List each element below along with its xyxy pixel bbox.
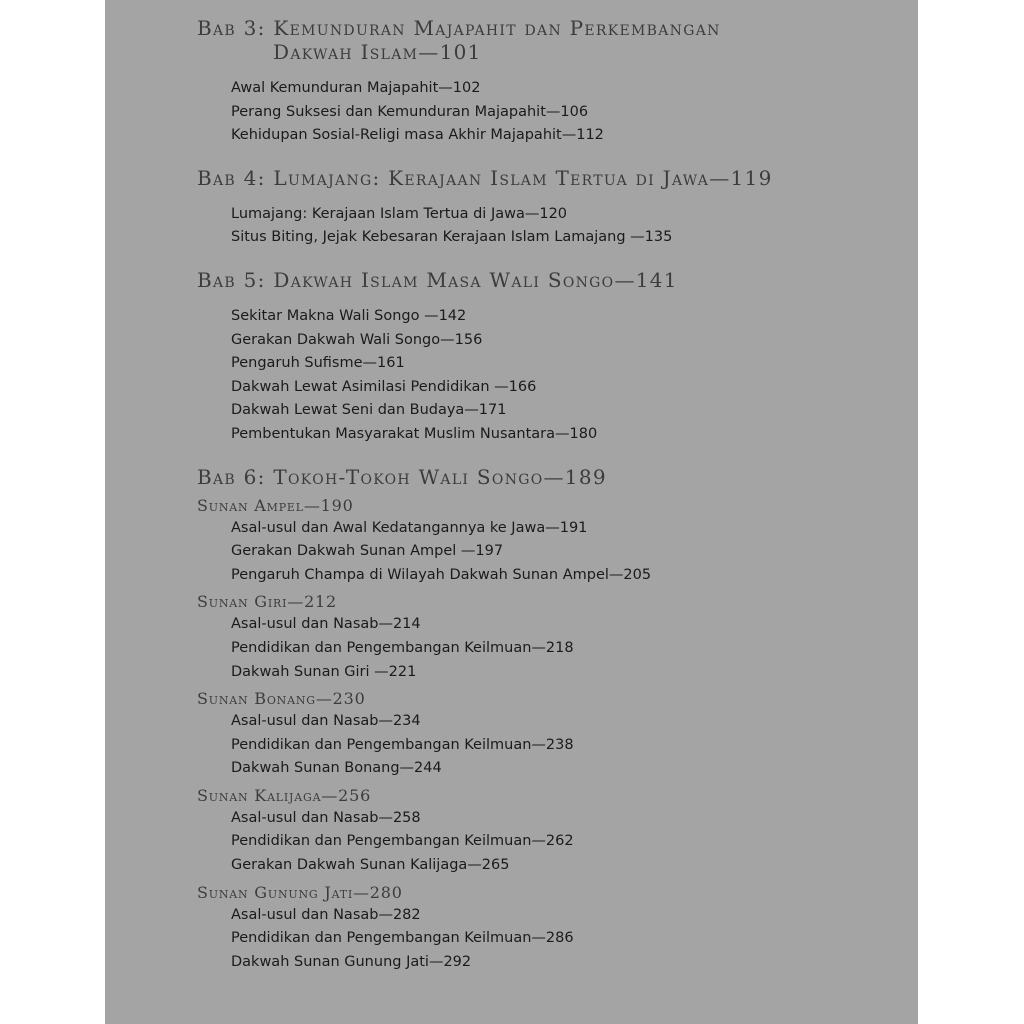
toc-entry: Pendidikan dan Pengembangan Keilmuan—238 xyxy=(231,736,574,753)
section-title: Sunan Kalijaga—256 xyxy=(197,785,372,805)
section-title: Sunan Ampel—190 xyxy=(197,495,354,515)
toc-entry: Asal-usul dan Awal Kedatangannya ke Jawa—191 xyxy=(231,519,588,536)
toc-entry: Awal Kemunduran Majapahit—102 xyxy=(231,80,481,96)
toc-entry: Lumajang: Kerajaan Islam Tertua di Jawa—120 xyxy=(231,205,568,222)
toc-entry: Asal-usul dan Nasab—214 xyxy=(231,616,421,633)
toc-entry: Dakwah Lewat Asimilasi Pendidikan —166 xyxy=(231,378,537,395)
toc-entry: Pendidikan dan Pengembangan Keilmuan—262 xyxy=(231,833,574,850)
toc-entry: Dakwah Sunan Bonang—244 xyxy=(231,760,442,777)
chapter-4-label: Bab 4: xyxy=(197,165,266,190)
toc-entry: Pendidikan dan Pengembangan Keilmuan—286 xyxy=(231,930,574,947)
toc-entry: Sekitar Makna Wali Songo —142 xyxy=(231,307,467,324)
section-title: Sunan Bonang—230 xyxy=(197,689,366,709)
chapter-3-title-line-1: Kemunduran Majapahit dan Perkembangan xyxy=(273,16,721,40)
chapter-5-title-text: Dakwah Islam Masa Wali Songo—141 xyxy=(273,267,678,292)
chapter-4 xyxy=(197,166,897,250)
chapter-6-label: Bab 6: xyxy=(197,464,266,489)
chapter-5-items xyxy=(197,305,897,447)
toc-entry: Perang Suksesi dan Kemunduran Majapahit—106 xyxy=(231,103,589,120)
section-items xyxy=(197,710,897,781)
section-sunan-gunung-jati xyxy=(197,882,897,975)
toc-entry: Dakwah Lewat Seni dan Budaya—171 xyxy=(231,402,507,419)
toc-entry: Situs Biting, Jejak Kebesaran Kerajaan Islam Lamajang —135 xyxy=(231,229,673,246)
chapter-3-label: Bab 3: xyxy=(197,16,266,40)
chapter-6 xyxy=(197,465,897,975)
toc-entry: Gerakan Dakwah Sunan Ampel —197 xyxy=(231,543,504,560)
toc-entry: Dakwah Sunan Gunung Jati—292 xyxy=(231,953,472,970)
section-title: Sunan Giri—212 xyxy=(197,592,338,612)
chapter-5-title xyxy=(197,268,897,292)
toc-entry: Asal-usul dan Nasab—282 xyxy=(231,906,421,923)
toc-entry: Asal-usul dan Nasab—258 xyxy=(231,809,421,826)
section-sunan-ampel xyxy=(197,495,897,588)
chapter-5-label: Bab 5: xyxy=(197,267,266,292)
toc-entry: Kehidupan Sosial-Religi masa Akhir Majapahit—112 xyxy=(231,127,604,144)
toc-entry: Pendidikan dan Pengembangan Keilmuan—218 xyxy=(231,639,574,656)
section-items xyxy=(197,904,897,975)
chapter-4-items xyxy=(197,203,897,250)
chapter-4-title xyxy=(197,166,897,190)
chapter-4-title-text: Lumajang: Kerajaan Islam Tertua di Jawa—119 xyxy=(273,165,773,190)
toc-entry: Pengaruh Champa di Wilayah Dakwah Sunan Ampel—205 xyxy=(231,566,652,583)
section-sunan-bonang xyxy=(197,688,897,781)
section-items xyxy=(197,517,897,588)
toc-entry: Gerakan Dakwah Sunan Kalijaga—265 xyxy=(231,857,510,874)
toc-entry: Asal-usul dan Nasab—234 xyxy=(231,713,421,730)
chapter-6-title xyxy=(197,465,897,489)
chapter-5 xyxy=(197,268,897,447)
section-sunan-giri xyxy=(197,591,897,684)
chapter-6-title-text: Tokoh-Tokoh Wali Songo—189 xyxy=(273,464,607,489)
chapter-3-items xyxy=(197,77,897,148)
toc-entry: Gerakan Dakwah Wali Songo—156 xyxy=(231,331,483,348)
table-of-contents xyxy=(197,16,897,992)
section-title: Sunan Gunung Jati—280 xyxy=(197,882,403,902)
toc-entry: Pengaruh Sufisme—161 xyxy=(231,355,405,372)
chapter-3-title xyxy=(197,16,897,64)
section-sunan-kalijaga xyxy=(197,785,897,878)
chapter-3 xyxy=(197,16,897,148)
toc-page xyxy=(105,0,918,1024)
toc-entry: Pembentukan Masyarakat Muslim Nusantara—180 xyxy=(231,425,598,442)
chapter-3-title-line-2: Dakwah Islam—101 xyxy=(273,40,482,64)
section-items xyxy=(197,613,897,684)
toc-entry: Dakwah Sunan Giri —221 xyxy=(231,663,417,680)
section-items xyxy=(197,807,897,878)
